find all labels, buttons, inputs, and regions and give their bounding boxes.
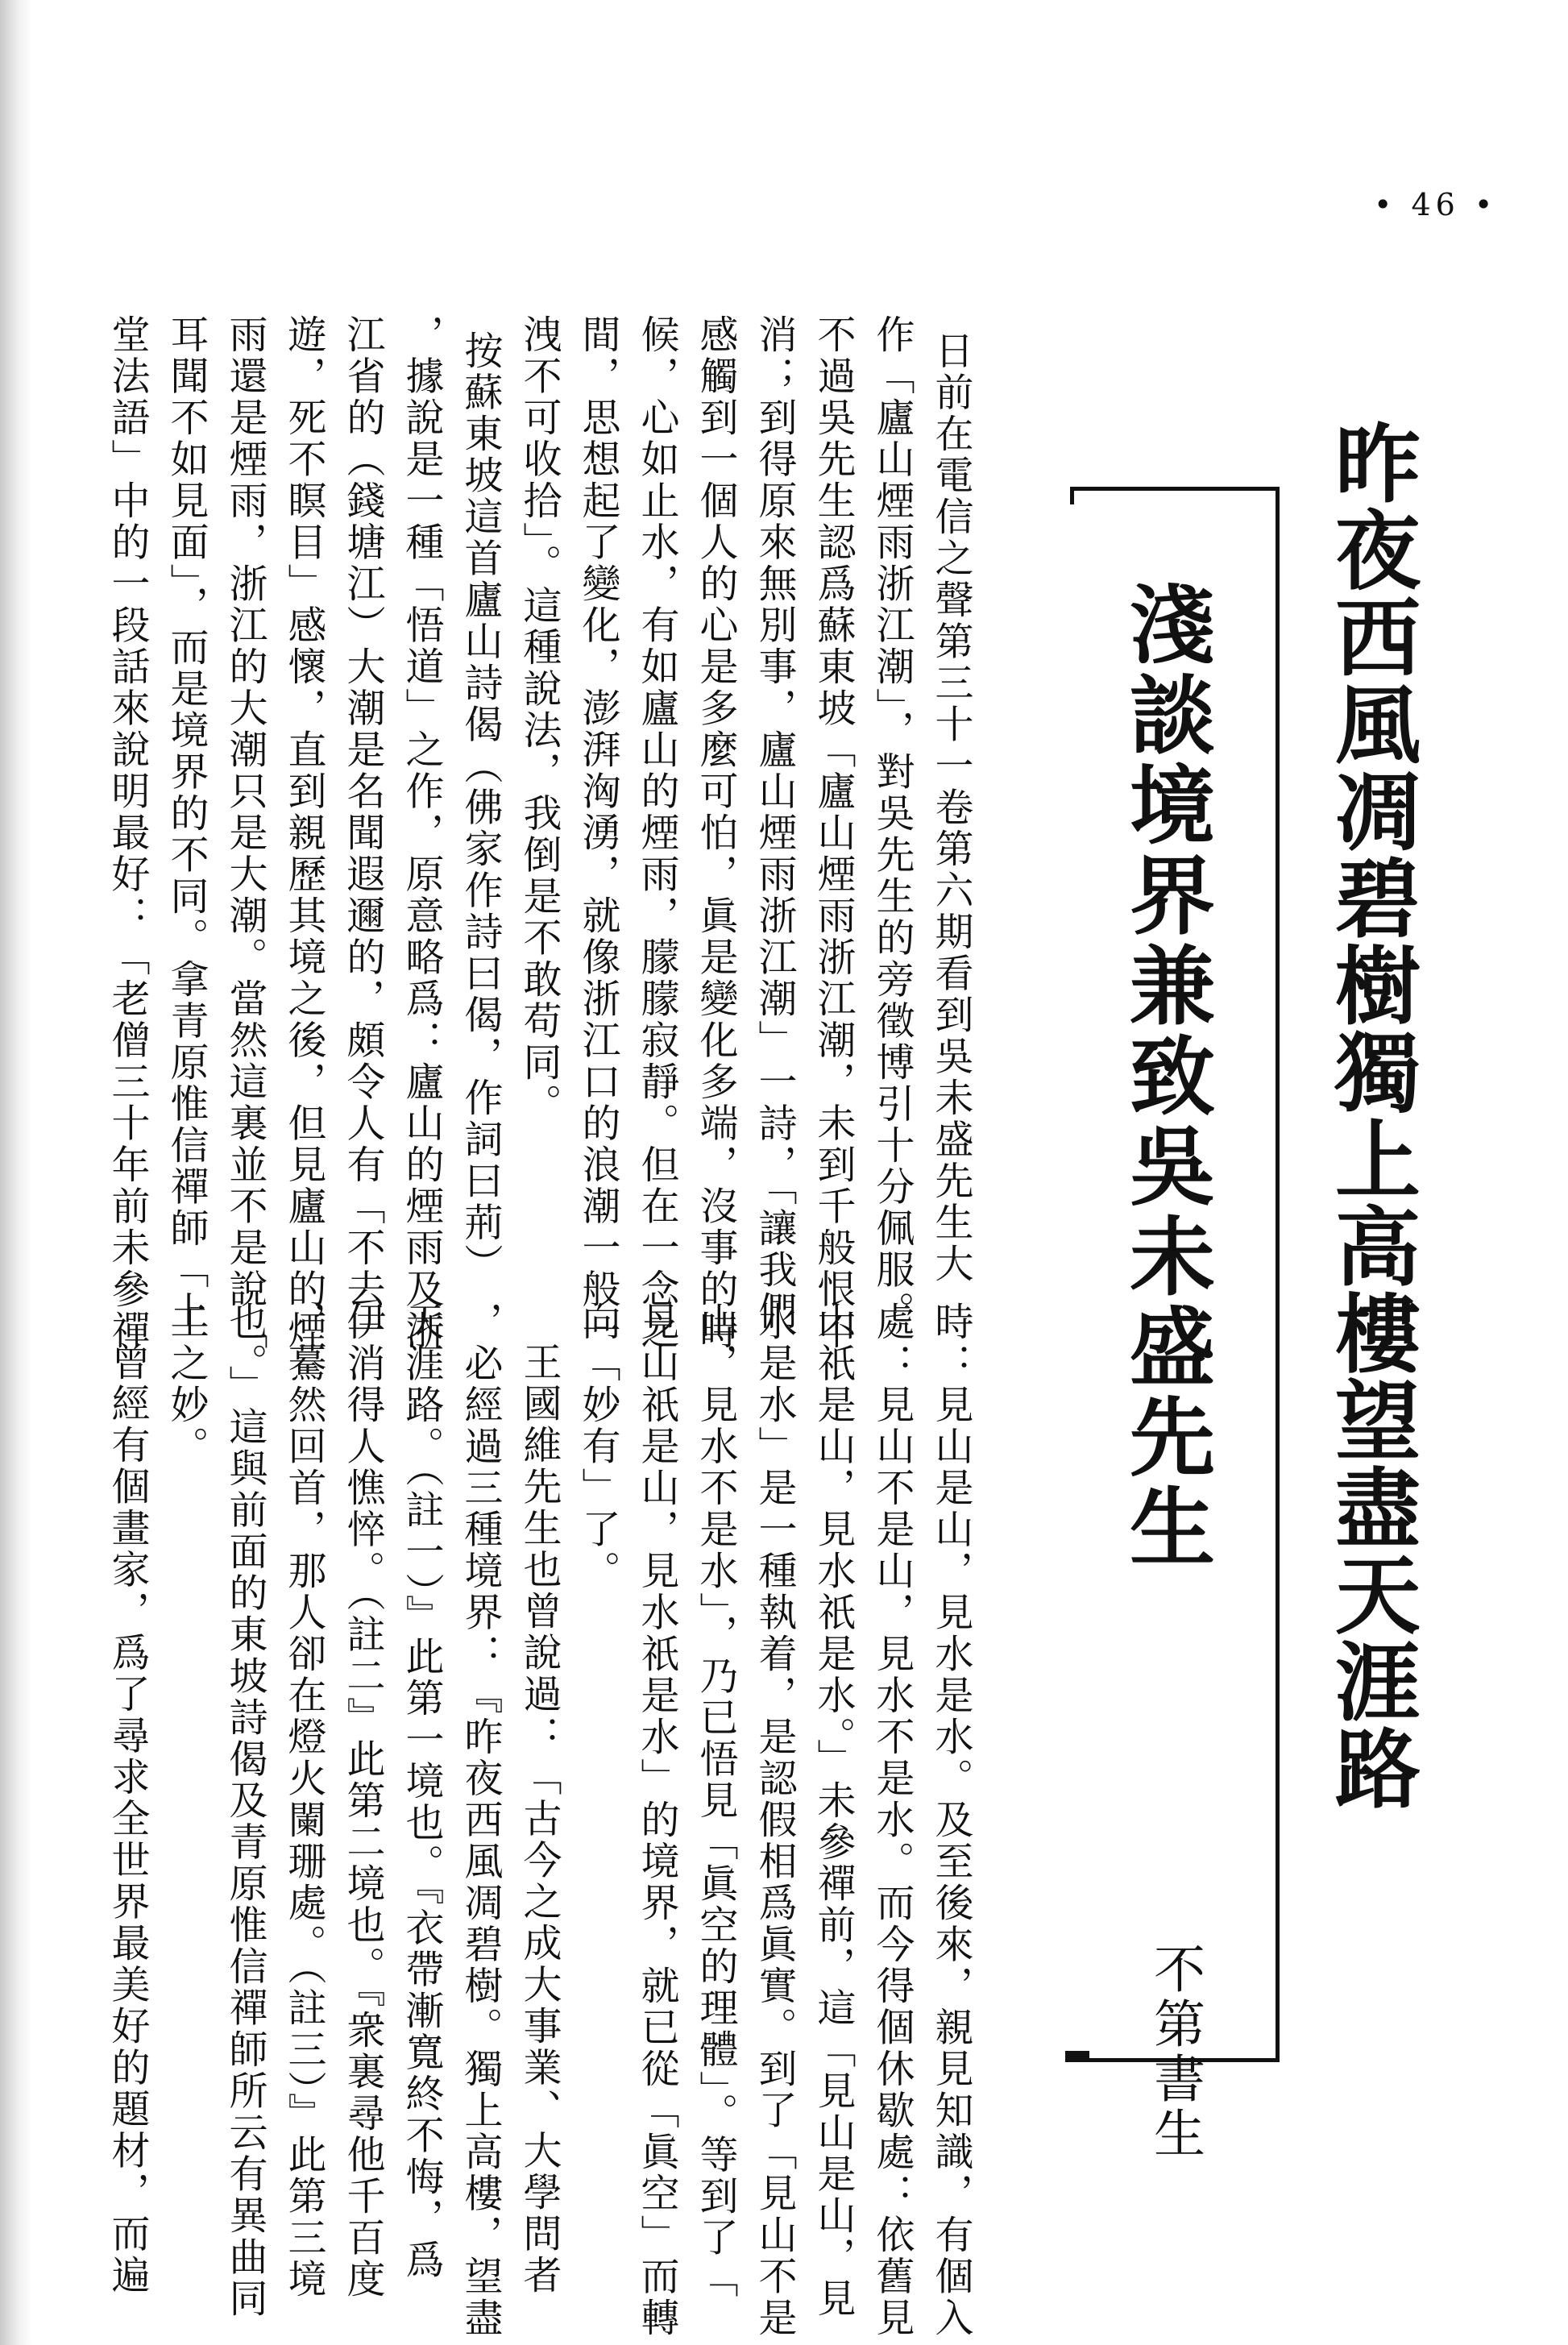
page-number: • 46 •	[1374, 187, 1498, 222]
text-column: 洩不可收拾」。這種說法，我倒是不敢苟同。	[516, 314, 562, 1125]
text-column: 山祇是山，見水祇是水。」未參禪前，這「見山是山，見	[811, 1301, 856, 2320]
text-column: ，必經過三種境界：『昨夜西風凋碧樹。獨上高樓，望盡	[458, 1301, 503, 2339]
text-column: 見山祇是山，見水祇是水」的境界，就已從「眞空」而轉	[634, 1301, 679, 2339]
text-column: ，驀然回首，那人卻在燈火闌珊處。（註三）』此第三境	[281, 1301, 326, 2301]
bracket-tick-bottom	[1065, 2051, 1089, 2062]
text-column: 遊，死不瞑目」感懷，直到親歷其境之後，但見廬山的煙	[281, 314, 326, 1352]
text-column: 候，心如止水，有如廬山的煙雨，朦朦寂靜。但在一念之	[634, 314, 679, 1352]
text-column: ，據說是一種「悟道」之作，原意略爲：廬山的煙雨及浙	[399, 314, 444, 1352]
text-column: 不過吳先生認爲蘇東坡「廬山煙雨浙江潮，未到千般恨不	[811, 314, 856, 1352]
text-column: 作「廬山煙雨浙江潮」，對吳先生的旁徵博引十分佩服。	[869, 314, 915, 1333]
text-column: 日前在電信之聲第三十一卷第六期看到吳未盛先生大	[928, 330, 973, 1285]
text-column: 雨還是煙雨，浙江的大潮只是大潮。當然這裏並不是說「	[222, 314, 268, 1352]
text-column: 江省的（錢塘江）大潮是名聞遐邇的，頗令人有「不去一	[340, 314, 385, 1352]
article-subtitle: 淺談境界兼致吳未盛先生	[1116, 580, 1217, 1573]
text-column: 向「妙有」了。	[575, 1301, 620, 1592]
bracket-tick-top	[1070, 487, 1074, 504]
text-column: 感觸到一個人的心是多麼可怕，眞是變化多端，沒事的時	[693, 314, 738, 1352]
text-column: 水是水」是一種執着，是認假相爲眞實。到了「見山不是	[752, 1301, 797, 2339]
text-column: 按蘇東坡這首廬山詩偈（佛家作詩曰偈，作詞曰荊）	[458, 330, 503, 1285]
text-column: 也。」這與前面的東坡詩偈及青原惟信禪師所云有異曲同	[222, 1301, 268, 2320]
text-column: 間，思想起了變化，澎湃洶湧，就像浙江口的浪潮一般一	[575, 314, 620, 1352]
text-column: 耳聞不如見面」，而是境界的不同。拿青原惟信禪師「上	[164, 314, 209, 1333]
text-column: 消；到得原來無別事，廬山煙雨浙江潮」一詩，「讓我們	[752, 314, 797, 1333]
text-column: 處：見山不是山，見水不是水。而今得個休歇處：依舊見	[869, 1301, 915, 2339]
text-column: 時：見山是山，見水是水。及至後來，親見知識，有個入	[928, 1301, 973, 2339]
text-column: 堂法語」中的一段話來說明最好：「老僧三十年前未參禪	[105, 314, 150, 1352]
text-column: 曾經有個畫家，爲了尋求全世界最美好的題材，而遍	[105, 1342, 150, 2297]
article-title: 昨夜西風凋碧樹獨上高樓望盡天涯路	[1321, 419, 1422, 1812]
text-column: 天涯路。（註一）』此第一境也。『衣帶漸寬終不悔，爲	[399, 1301, 444, 2281]
binding-shadow	[0, 0, 32, 2345]
text-column: 伊消得人憔悴。（註二』此第二境也。『衆裏尋他千百度	[340, 1301, 385, 2301]
author-byline: 不第書生	[1145, 1942, 1205, 2161]
text-column: 工之妙。	[164, 1301, 209, 1467]
text-column: 王國維先生也曾說過：「古今之成大事業、大學問者	[516, 1342, 562, 2297]
text-column: 山，見水不是水」，乃已悟見「眞空的理體」。等到了「	[693, 1301, 738, 2301]
